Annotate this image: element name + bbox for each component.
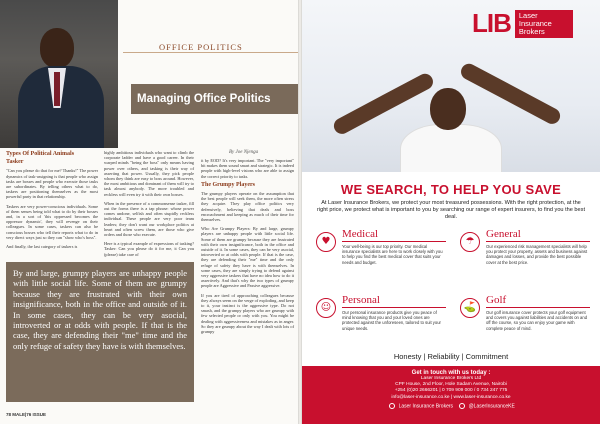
- contact-web: info@laser-insurance.co.ke | www.laser-insurance.co.ke: [391, 394, 511, 400]
- heading-political-animals: Types Of Political Animals: [6, 151, 75, 157]
- paragraph: When in the presence of a commonsense tasker, fill out the forms there is a tap phrase: whose power comes undone, selfish and often stupidly reckless individual. These people are very poor team leaders; they don't want our workplace politics at heart and often screw them, are those who give orders and those who execute.: [104, 200, 194, 238]
- heading-grumpy-players: The Grumpy Players: [201, 181, 255, 188]
- article-title: Managing Office Politics: [131, 84, 300, 114]
- paragraph: And finally, the last category of taskers is: [6, 244, 78, 250]
- contact-banner: [302, 366, 600, 424]
- contact-heading: Get in touch with us today :: [411, 370, 491, 376]
- company-values: Honesty | Reliability | Commitment: [393, 352, 509, 361]
- column-1: [6, 150, 98, 253]
- contact-phones: +254 (0)20 2666201 | 0 709 909 000 / 0 734 247 775: [394, 388, 508, 394]
- service-golf: [460, 292, 590, 350]
- paragraph: The grumpy players operate on the assumption that the best people will seek them, the more often stress they acquire. They play office politics very defensively, believing that deals and boss encroachment and keeping as much of their time for themselves.: [201, 191, 294, 223]
- paragraph: Taskers are very power-conscious individuals. Some of them senses being told what to do by their bosses and, in a sort of 'this oppressed becomes the oppressor dynamic', they will revenge on their colleagues. In some cases, taskers can also be conscious bosses who tell their reports what to do in very direct ways just so they can "show who's boss".: [6, 203, 98, 240]
- golf-icon: ⛳: [460, 298, 480, 318]
- paragraph: "Can you please do that for me? Thanks!" The power dynamics of task-assigning is that people who assign tasks are bosses and people who execute those tasks are subordinates. By telling others what to do, taskers are positioning themselves as the most powerful party in that relationship.: [6, 168, 98, 200]
- service-personal: [316, 292, 446, 350]
- section-label: OFFICE POLITICS: [159, 42, 243, 52]
- logo-line-3: Brokers: [518, 27, 545, 36]
- right-page-ad: [302, 0, 600, 424]
- ad-intro: At Laser Insurance Brokers, we protect your most treasured possessions. With the right protection, at the right price, we protect what is important to you by searching our range of expert insurers, to find you the best deal.: [316, 200, 586, 220]
- hero-head: [430, 88, 466, 130]
- paragraph: Who Are Grumpy Players: By and large, grumpy players are unhappy people with little social life. Some of them are grumpy because they are frustrated with their own insignificance, both in the office and outside of it. In some cases, they can be very asocial, introverted or at odds with people. If that is the case, they are defending their "me" time and the only refuge of safety they have is with themselves. In some cases, they are simply trying to defend against very aggressive taskers that have no idea how to do it assertively. And that's why the two types of grumpy people are Aggressive and Passive aggressive.: [201, 226, 294, 289]
- byline: By Joe Njenga: [229, 150, 259, 155]
- service-rule: [486, 307, 590, 308]
- service-name: Personal: [342, 294, 380, 306]
- photo-head: [40, 28, 74, 68]
- pull-quote: By and large, grumpy players are unhappy people with little social life. Some of them are grumpy because they are frustrated with their own insignificance, both in the office and outside of it. In some cases, they can be very asocial, introverted or at odds with people. If that is the case, they are defending their "me" time and the only refuge of safety they have is with themselves.: [6, 262, 194, 402]
- page-footer: 78 MALE|76 ISSUE: [6, 412, 47, 417]
- twitter-icon: [459, 403, 465, 409]
- paragraph: If you are tired of approaching colleagues because they always seem on the verge of exploding, and keep to it, your instinct is the aggressive type. Do not smash, and the grumpy players who are grumpy with few selected people or only with you. You might be dealing with aggressiveness and mistakes as in anger. So they are grumpy about the way I dealt with lots of grumpy: [201, 292, 294, 335]
- service-desc: Our golf insurance cover protects your golf equipment and covers you against liabilities and accidents on and off the course, so you can enjoy your game with complete peace of mind.: [486, 310, 588, 331]
- social-links: [302, 403, 600, 409]
- social-twitter: @LaserInsuranceKE: [468, 403, 515, 410]
- heart-icon: ♥: [316, 232, 336, 252]
- author-photo: [0, 0, 118, 148]
- article-header: [123, 42, 300, 148]
- service-desc: Your well-being is our top priority. Our medical insurance specialists are here to work closely with you to help you find the best medical cover that suits your needs and budget.: [342, 244, 443, 265]
- photo-tie: [54, 72, 60, 106]
- umbrella-icon: ☂: [460, 232, 480, 252]
- lib-logo: [472, 10, 573, 38]
- social-facebook: Laser Insurance Brokers: [398, 403, 454, 410]
- service-rule: [342, 241, 446, 242]
- hero-shirt: [400, 124, 502, 172]
- logo-wordmark: [515, 10, 573, 38]
- column-2: [104, 150, 194, 261]
- service-name: Golf: [486, 294, 507, 306]
- logo-mark: LIB: [472, 8, 511, 38]
- logo-line-1: Laser: [518, 11, 538, 20]
- service-medical: [316, 226, 446, 284]
- logo-line-2: Insurance: [518, 19, 552, 28]
- hero-arm-right: [458, 61, 563, 127]
- person-icon: ☺: [316, 298, 336, 318]
- facebook-icon: [389, 403, 395, 409]
- service-name: General: [486, 228, 521, 240]
- paragraph: Here is a typical example of expressions of tasking? Tasker: Can you please do it for me, it Can you (please) take care of: [104, 241, 194, 257]
- ad-slogan: WE SEARCH, TO HELP YOU SAVE: [340, 182, 562, 197]
- heading-tasker: Tasker: [6, 159, 24, 166]
- service-rule: [342, 307, 446, 308]
- paragraph: highly ambitious individuals who want to climb the corporate ladder and have a good career. In their warped minds "being the boss" only means having power over others, and tasking is their way of asserting that power. Usually, they pick people whom they think are easy to boss around. However, the most ambitious and dominant of them will try to task almost anybody. The more troubled and reckless will even try it with their own bosses.: [104, 150, 194, 197]
- service-desc: Our experienced risk management specialists will help you protect your property, assets and business against damages and losses, and provide the best possible cover at the best price.: [486, 244, 588, 265]
- contact-company: Laser Insurance Brokers Ltd: [420, 376, 482, 381]
- service-name: Medical: [342, 228, 379, 240]
- column-3: [201, 158, 294, 338]
- section-rule: [123, 52, 300, 53]
- service-desc: Our personal insurance products give you peace of mind knowing that you and your loved ones are protected against the unforeseen, tailored to suit your unique needs.: [342, 310, 441, 331]
- contact-address: CPF House, 2nd Floor, Hole Sadam Avenue, Nairobi: [395, 382, 507, 388]
- service-general: [460, 226, 590, 284]
- service-rule: [486, 241, 590, 242]
- paragraph: it by EOD? It's very important. The "very important" bit makes them sound smart and strategic. It is indeed people with high-level visions who are able to assign the correct priority to tasks.: [201, 158, 294, 179]
